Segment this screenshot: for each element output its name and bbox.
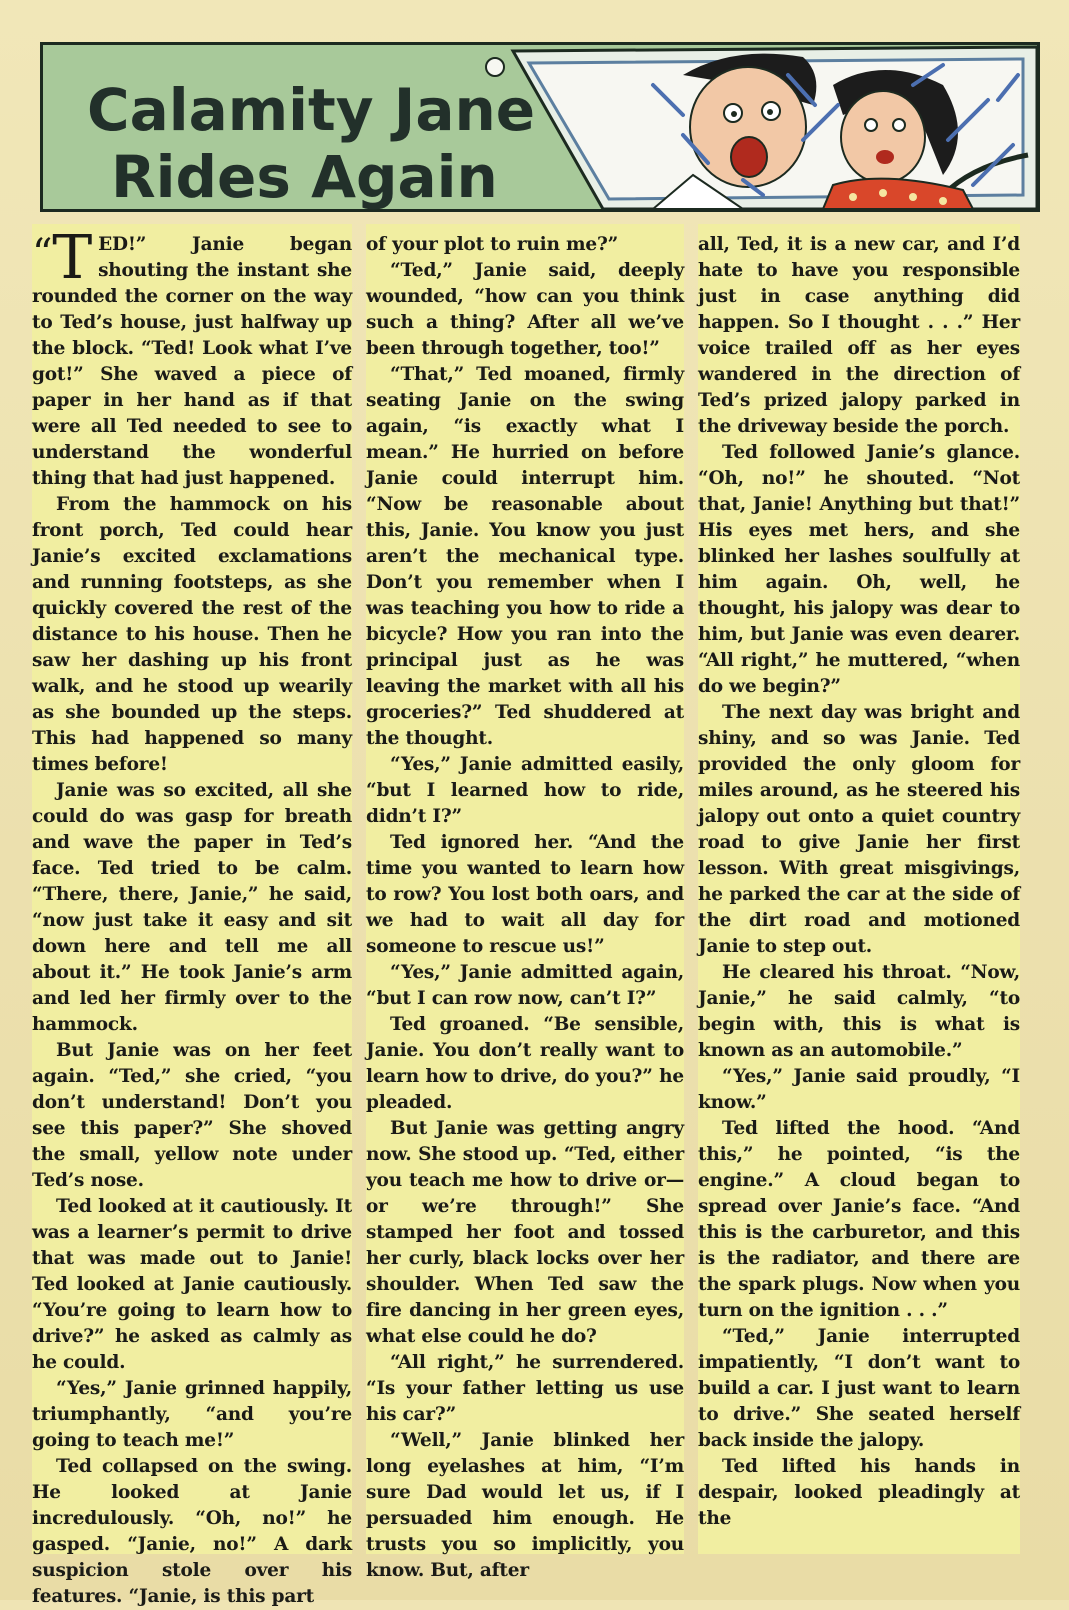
text-column-3	[698, 224, 1020, 1554]
opening-paragraph: “T ED!” Janie began shouting the instant she rounded the corner on the way to Ted’s house, just halfway up the block. “Ted! Look what I’ve got!” She waved a piece of paper in her hand as if that were all Ted needed to see to understand the wonderful thing that had just happened.	[32, 223, 352, 489]
paragraph: Ted looked at it cautiously. It was a learner’s permit to drive that was made out to Janie! Ted looked at Janie cautiously. “You’re going to learn how to drive?” he asked as calmly as he could.	[32, 1196, 352, 1373]
story-title-line-2: Rides Again	[111, 143, 498, 211]
paragraph: “Ted,” Janie said, deeply wounded, “how can you think such a thing? After all we’ve been through together, too!”	[366, 260, 684, 359]
paragraph: Ted groaned. “Be sensible, Janie. You don’t really want to learn how to drive, do you?” he pleaded.	[366, 1014, 684, 1113]
text-column-1	[32, 223, 352, 1607]
paragraph: But Janie was getting angry now. She stood up. “Ted, either you teach me how to drive or—or we’re through!” She stamped her foot and tossed her curly, black locks over her shoulder. When Ted saw the fire dancing in her green eyes, what else could he do?	[366, 1118, 684, 1347]
paragraph: But Janie was on her feet again. “Ted,” she cried, “you don’t understand! Don’t you see this paper?” She shoved the small, yellow note under Ted’s nose.	[32, 1040, 352, 1191]
paragraph: “Yes,” Janie said proudly, “I know.”	[698, 1066, 1020, 1113]
paragraph: Ted lifted his hands in despair, looked pleadingly at the	[698, 1456, 1020, 1529]
paragraph: “Yes,” Janie admitted easily, “but I learned how to ride, didn’t I?”	[366, 754, 684, 827]
paragraph-continued: all, Ted, it is a new car, and I’d hate to have you responsible just in case anything did happen. So I thought . . .” Her voice trailed off as her eyes wandered in the direction of Ted’s prized jalopy parked in the driveway beside the porch.	[698, 234, 1020, 437]
text-column-2	[366, 224, 684, 1581]
paragraph: “Yes,” Janie admitted again, “but I can row now, can’t I?”	[366, 962, 684, 1009]
paragraph: “All right,” he surrendered. “Is your father letting us use his car?”	[366, 1352, 684, 1425]
paragraph: “Well,” Janie blinked her long eyelashes at him, “I’m sure Dad would let us, if I persuaded him enough. He trusts you so implicitly, you know. But, after	[366, 1430, 684, 1581]
paragraph: The next day was bright and shiny, and so was Janie. Ted provided the only gloom for miles around, as he steered his jalopy out onto a quiet country road to give Janie her first lesson. With great misgivings, he parked the car at the side of the dirt road and motioned Janie to step out.	[698, 702, 1020, 957]
paragraph: Ted lifted the hood. “And this,” he pointed, “is the engine.” A cloud began to spread over Janie’s face. “And this is the carburetor, and this is the radiator, and there are the spark plugs. Now when you turn on the ignition . . .”	[698, 1118, 1020, 1321]
paragraph: He cleared his throat. “Now, Janie,” he said calmly, “to begin with, this is what is known as an automobile.”	[698, 962, 1020, 1061]
title-banner	[40, 42, 1040, 212]
paragraph: “That,” Ted moaned, firmly seating Janie on the swing again, “is exactly what I mean.” He hurried on before Janie could interrupt him. “Now be reasonable about this, Janie. You know you just aren’t the mechanical type. Don’t you remember when I was teaching you how to ride a bicycle? How you ran into the principal just as he was leaving the market with all his groceries?” Ted shuddered at the thought.	[366, 364, 684, 749]
story-title-line-1: Calamity Jane	[87, 76, 536, 144]
paragraph: “Yes,” Janie grinned happily, triumphantly, “and you’re going to teach me!”	[32, 1378, 352, 1451]
paragraph-continued: of your plot to ruin me?”	[366, 234, 619, 255]
paragraph: Janie was so excited, all she could do was gasp for breath and wave the paper in Ted’s face. Ted tried to be calm. “There, there, Janie,” he said, “now just take it easy and sit down here and tell me all about it.” He took Janie’s arm and led her firmly over to the hammock.	[32, 780, 352, 1035]
drop-cap: “T	[32, 223, 93, 293]
paragraph: Ted ignored her. “And the time you wanted to learn how to row? You lost both oars, and we had to wait all day for someone to rescue us!”	[366, 832, 684, 957]
paragraph: From the hammock on his front porch, Ted could hear Janie’s excited exclamations and running footsteps, as she quickly covered the rest of the distance to his house. Then he saw her dashing up his front walk, and he stood up wearily as she bounded up the steps. This had happened so many times before!	[32, 494, 352, 775]
paragraph: Ted followed Janie’s glance. “Oh, no!” he shouted. “Not that, Janie! Anything but that!” His eyes met hers, and she blinked her lashes soulfully at him again. Oh, well, he thought, his jalopy was dear to him, but Janie was even dearer. “All right,” he muttered, “when do we begin?”	[698, 442, 1020, 697]
paragraph: “Ted,” Janie interrupted impatiently, “I don’t want to build a car. I just want to learn to drive.” She seated herself back inside the jalopy.	[698, 1326, 1020, 1451]
paragraph: Ted collapsed on the swing. He looked at Janie incredulously. “Oh, no!” he gasped. “Janie, no!” A dark suspicion stole over his features. “Janie, is this part	[32, 1456, 352, 1607]
